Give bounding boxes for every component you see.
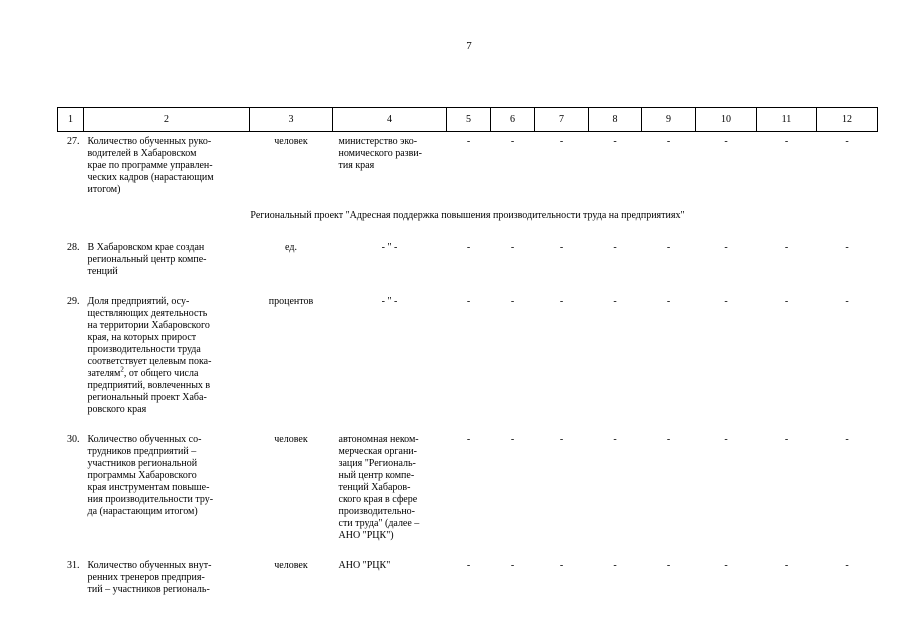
indicator-value: - [724, 434, 728, 445]
indicator-row [58, 238, 878, 292]
indicator-number: 29. [67, 296, 80, 307]
indicator-value: - [510, 136, 515, 147]
indicator-value: - [559, 242, 564, 253]
project-heading: Региональный проект "Адресная поддержка повышения производительности труда на предприятиях" [250, 210, 685, 221]
indicator-number: 31. [67, 560, 80, 571]
indicator-value: - [613, 296, 617, 307]
indicator-value: - [724, 560, 728, 571]
indicator-value: - [784, 242, 789, 253]
indicator-value: - [784, 136, 789, 147]
indicator-value: - [784, 296, 789, 307]
indicator-value: - [666, 242, 671, 253]
indicator-number: 30. [67, 434, 80, 445]
column-number-cell: 7 [535, 108, 589, 132]
indicator-row [58, 430, 878, 556]
indicator-number: 27. [67, 136, 80, 147]
column-number-cell: 8 [589, 108, 642, 132]
column-number-cell: 4 [333, 108, 447, 132]
indicator-value: - [466, 560, 471, 571]
indicator-value: - [510, 560, 515, 571]
project-heading-row [58, 210, 878, 238]
indicator-row [58, 132, 878, 211]
indicator-value: - [845, 434, 849, 445]
column-number-cell: 3 [250, 108, 333, 132]
indicator-value: - [613, 242, 617, 253]
indicator-value: - [845, 136, 849, 147]
column-number-cell: 12 [817, 108, 878, 132]
indicator-value: - [845, 242, 849, 253]
indicators-table-wrapper [57, 107, 878, 610]
page-number: 7 [466, 40, 472, 52]
indicator-value: - [666, 296, 671, 307]
column-number-cell: 1 [58, 108, 84, 132]
indicator-value: - [724, 136, 728, 147]
indicator-value: - [845, 560, 849, 571]
indicator-value: - [784, 560, 789, 571]
indicator-name: В Хабаровском крае создан региональный центр компе- тенций [87, 242, 207, 277]
indicator-unit: человек [274, 136, 308, 147]
column-number-cell: 5 [447, 108, 491, 132]
column-number-cell: 2 [84, 108, 250, 132]
column-number-row [58, 108, 878, 132]
indicator-value: - [845, 296, 849, 307]
indicator-value: - [510, 242, 515, 253]
indicator-row [58, 556, 878, 610]
indicator-name: Количество обученных руко- водителей в Хабаровском крае по программе управлен- ческих кадров (нарастающим итогом) [87, 136, 214, 195]
indicator-value: - [613, 136, 617, 147]
responsible-executor: - " - [381, 296, 398, 307]
indicator-name: Количество обученных внут- ренних тренеров предприя- тий – участников региональ- [87, 560, 212, 595]
responsible-executor: - " - [381, 242, 398, 253]
indicator-value: - [666, 136, 671, 147]
indicator-value: - [510, 434, 515, 445]
responsible-executor: министерство эко- номического разви- тия края [338, 136, 422, 171]
indicator-row [58, 292, 878, 430]
column-number-cell: 10 [696, 108, 757, 132]
indicator-unit: человек [274, 560, 308, 571]
indicator-unit: ед. [285, 242, 297, 253]
responsible-executor: автономная неком- мерческая органи- зация "Региональ- ный центр компе- тенций Хабаров- ского края в сфере производительно- сти труда" (далее – АНО "РЦК") [338, 434, 420, 541]
indicator-unit: человек [274, 434, 308, 445]
column-number-cell: 11 [757, 108, 817, 132]
indicator-value: - [724, 242, 728, 253]
column-number-cell: 9 [642, 108, 696, 132]
footnote-mark: 2 [120, 365, 124, 374]
indicator-number: 28. [67, 242, 80, 253]
indicator-value: - [666, 560, 671, 571]
indicator-value: - [466, 434, 471, 445]
indicator-unit: процентов [268, 296, 314, 307]
indicator-value: - [510, 296, 515, 307]
indicator-value: - [666, 434, 671, 445]
indicator-name: Количество обученных со- трудников предприятий – участников региональной программы Хабаровского края инструментам повыше- ния производительности тру- да (нарастающим итогом) [87, 434, 214, 517]
indicator-name: Доля предприятий, осу- ществляющих деятельность на территории Хабаровского края, на которых прирост производительности труда соответствует целевым пока- зателям$^2$, от общего числа предприятий, вовлеченных в региональный проект Хаба- ровского края [87, 296, 212, 415]
table-body [58, 132, 878, 611]
indicator-value: - [613, 560, 617, 571]
responsible-executor: АНО "РЦК" [338, 560, 391, 571]
indicator-value: - [613, 434, 617, 445]
indicators-table [57, 107, 878, 610]
indicator-value: - [466, 136, 471, 147]
indicator-value: - [466, 242, 471, 253]
column-number-cell: 6 [491, 108, 535, 132]
indicator-value: - [559, 434, 564, 445]
indicator-value: - [559, 296, 564, 307]
indicator-value: - [559, 136, 564, 147]
indicator-value: - [784, 434, 789, 445]
indicator-value: - [559, 560, 564, 571]
indicator-value: - [724, 296, 728, 307]
indicator-value: - [466, 296, 471, 307]
